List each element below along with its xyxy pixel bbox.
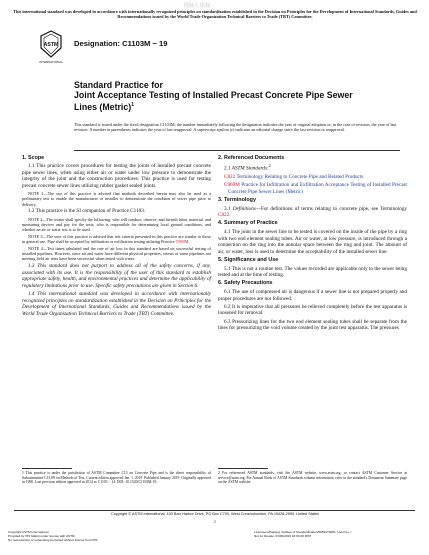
footnote-divider-left <box>22 468 72 469</box>
paragraph-6-3: 6.3 Pressurizing lines for the two end element sealing tubes shall be separate from the lines for pressurizing the void volume created by the joint test apparatus. The pressures <box>218 318 407 332</box>
reference-c969m[interactable]: C969M Practice for Infiltration and Exfiltration Acceptance Testing of Installed Precast Concrete Pipe Sewer Lines (Metric) <box>224 182 407 195</box>
logo-letters: ASTM <box>43 42 59 48</box>
header-divider <box>74 150 400 151</box>
designation: Designation: C1103M − 19 <box>74 39 168 48</box>
paragraph-1-3: 1.3 This standard does not purport to address all of the safety concerns, if any, associated with its use. It is the responsibility of the user of this standard to establish appropriate safety, health, and environmental practices and determine the applicability of regulatory limitations prior to use. Specific safety precautions are given in Section 6. <box>22 262 211 289</box>
title-main: Joint Acceptance Testing of Installed Precast Concrete Pipe Sewer Lines (Metric) <box>74 89 353 112</box>
title-footnote-mark: 1 <box>131 101 134 108</box>
title-line-1: Standard Practice for <box>74 80 163 90</box>
section-4-heading: 4. Summary of Practice <box>218 220 278 227</box>
watermark: 授权人 版权 <box>183 3 211 9</box>
standard-issue-note: This standard is issued under the fixed designation C1103M; the number immediately following the designation indicates the year of original adoption or, in the case of revision, the year of last revision. A number in parentheses indicates the year of last reapproval. A superscript epsilon (ε) indicates an editorial change since the last revision or reapproval. <box>74 122 397 133</box>
logo-subtext: INTERNATIONAL <box>39 60 63 64</box>
section-6-heading: 6. Safety Precautions <box>218 280 273 287</box>
reference-c822[interactable]: C822 Terminology Relating to Concrete Pipe and Related Products <box>224 174 364 181</box>
title-line-2 <box>74 91 374 113</box>
paragraph-1-1: 1.1 This practice covers procedures for testing the joints of installed precast concrete pipe sewer lines, when using either air or water under low pressure to demonstrate the integrity of the joint and the construction procedures. This practice is used for testing precast concrete sewer lines utilizing rubber gasket sealed joints. <box>22 163 211 189</box>
section-1-heading: 1. Scope <box>22 154 45 161</box>
paragraph-2-1: 2.1 ASTM Standards:$^2$ <box>224 163 271 172</box>
link-c969m[interactable]: C969M <box>175 238 189 244</box>
footnote-1: 1 This practice is under the jurisdiction of ASTM Committee C13 on Concrete Pipe and is the direct responsibility of Subcommittee C13.09 on Methods of Test. Current edition approved Jan. 1, 2019. Published January 2019. Originally approved in 1990. Last previous edition approved in 2014 as C1103 − 14. DOI: 10.1520/C1103M-19. <box>22 471 211 485</box>
license-left: Copyright ASTM International Provided by IHS Markit under license with ASTM No reproduction or networking permitted without license from IHS <box>8 530 98 542</box>
link-c822[interactable]: C822 <box>218 212 230 219</box>
paragraph-6-1: 6.1 The use of compressed air is dangerous if a sewer line is not prepared properly and proper procedures are not followed. <box>218 288 407 302</box>
paragraph-6-2: 6.2 It is imperative that all pressures be relieved completely before the test apparatus is loosened for removal. <box>218 303 407 317</box>
paragraph-1-2: 1.2 This practice is the SI companion of Practice C1103. <box>28 208 146 215</box>
paragraph-3-1: 3.1 Definitions—For definitions of terms relating to concrete pipe, see Terminology C822. <box>218 205 408 219</box>
header-notice: This international standard was developed in accordance with internationally recognized principles on standardization established in the Decision on Principles for the Development of International Standards, Guides and Recommendations issued by the World Trade Organization Technical Barriers to Trade (TBT) Committee. <box>13 9 417 20</box>
footer-divider <box>14 510 415 511</box>
section-2-heading: 2. Referenced Documents <box>218 154 285 161</box>
footnote-divider-right <box>218 468 268 469</box>
license-right: Licensee=Zhejiang Institute of Standardization/5959170001, User=xx, r Not for Resale, 01/30/2019 18:03:26 MST <box>254 530 352 538</box>
left-column <box>22 153 211 319</box>
section-3-heading: 3. Terminology <box>218 197 256 204</box>
copyright-line: Copyright © ASTM International, 100 Barr Harbor Drive, PO Box C700, West Conshohocken, PA 19428-2959. United States <box>110 512 319 516</box>
section-5-heading: 5. Significance and Use <box>218 257 279 264</box>
footnote-2: 2 For referenced ASTM standards, visit the ASTM website, www.astm.org, or contact ASTM Customer Service at service@astm.org. For Annual Book of ASTM Standards volume information, refer to the standard's Document Summary page on the ASTM website. <box>218 471 407 485</box>
paragraph-5-1: 5.1 This is not a routine test. The values recorded are applicable only to the sewer being tested and at the time of testing. <box>218 265 407 279</box>
note-3: NOTE 3—The user of this practice is advised that test criteria presented in this practice are similar to those in general use. Pipe shall be accepted by infiltration or exfiltration testing utilizing Practice C969M. <box>22 233 211 244</box>
paragraph-4-1: 4.1 The joint in the sewer line to be tested is covered on the inside of the pipe by a ring with two end element sealing tubes. Air or water, at low pressure, is introduced through a connection on the ring into the annular space between the ring and joint. The amount of air, or water, loss is used to determine the acceptability of the installed sewer line. <box>218 229 407 255</box>
right-column <box>218 153 407 333</box>
note-4: NOTE 4—Test times tabulated and the rate of air loss in this standard are based on successful testing of installed pipelines. However, since air and water have different physical properties, retests of some pipelines not meeting field air tests have been successful when tested with water. <box>22 245 211 262</box>
astm-logo-icon <box>40 30 62 58</box>
page-number: 1 <box>213 519 217 524</box>
document-title <box>74 81 374 112</box>
paragraph-1-4: 1.4 This international standard was developed in accordance with internationally recognized principles on standardization established in the Decision on Principles for the Development of International Standards, Guides and Recommendations issued by the World Trade Organization Technical Barriers to Trade (TBT) Committee. <box>22 290 211 317</box>
note-2: NOTE 2—The owner shall specify the following: who will conduct, observe, and furnish labor, material, and measuring devices and pay for the tests; who is responsible for determining local ground conditions, and whether an air or water test is to be used. <box>22 216 211 232</box>
note-1: NOTE 1—The use of this practice is advised that methods described herein may also be used as a preliminary test to enable the manufacturer or installer to demonstrate the condition of sewer pipe prior to delivery. <box>22 191 211 207</box>
